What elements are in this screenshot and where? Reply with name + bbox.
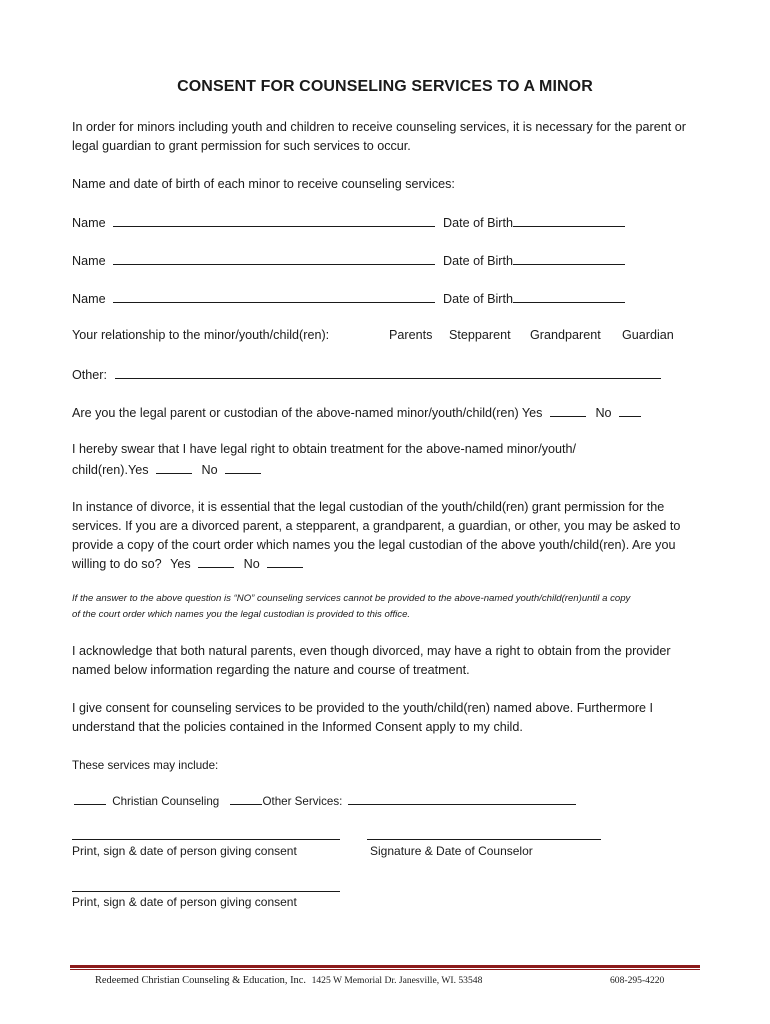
minor-row-3 [72, 290, 513, 306]
swear-yes-field[interactable] [156, 461, 192, 474]
intro-paragraph: In order for minors including youth and children to receive counseling services, it is necessary for the parent or legal guardian to grant permission for such services to occur. [72, 120, 686, 153]
dob-label: Date of Birth [443, 216, 513, 230]
acknowledge-paragraph: I acknowledge that both natural parents, even though divorced, may have a right to obtain from the provider named below information regarding the nature and course of treatment. [72, 644, 671, 677]
swear-line-2 [72, 461, 261, 477]
dob-label: Date of Birth [443, 292, 513, 306]
legal-parent-text: Are you the legal parent or custodian of the above-named minor/youth/child(ren) Yes [72, 406, 543, 420]
dob-field-3[interactable] [513, 290, 625, 303]
yes-label: Yes [170, 557, 191, 571]
counselor-signature-caption: Signature & Date of Counselor [370, 844, 533, 858]
other-row [72, 366, 661, 382]
relationship-option-stepparent[interactable]: Stepparent [449, 328, 511, 342]
legal-parent-no-field[interactable] [619, 404, 641, 417]
names-prompt: Name and date of birth of each minor to receive counseling services: [72, 177, 455, 191]
counselor-signature-line[interactable] [367, 839, 601, 840]
name-label: Name [72, 292, 106, 306]
form-title: CONSENT FOR COUNSELING SERVICES TO A MINOR [177, 78, 593, 95]
services-row [74, 792, 576, 808]
no-label: No [243, 557, 260, 571]
footer-address: 1425 W Memorial Dr. Janesville, WI. 53548 [311, 975, 483, 986]
relationship-option-grandparent[interactable]: Grandparent [530, 328, 601, 342]
other-field[interactable] [115, 366, 661, 379]
footer-org-name: Redeemed Christian Counseling & Education, Inc. [95, 975, 306, 986]
relationship-option-guardian[interactable]: Guardian [622, 328, 674, 342]
other-service-check-field[interactable] [230, 792, 262, 805]
willing-no-field[interactable] [267, 555, 303, 568]
parent-signature-caption-2: Print, sign & date of person giving consent [72, 895, 297, 909]
parent-signature-caption-1: Print, sign & date of person giving consent [72, 844, 297, 858]
other-services-label: Other Services: [262, 795, 343, 808]
legal-parent-question [72, 404, 641, 420]
relationship-option-parents[interactable]: Parents [389, 328, 433, 342]
name-field-3[interactable] [113, 290, 435, 303]
footer-phone: 608-295-4220 [610, 975, 665, 986]
services-intro: These services may include: [72, 759, 219, 772]
christian-counseling-label: Christian Counseling [112, 795, 220, 808]
christian-counseling-field[interactable] [74, 792, 106, 805]
minor-row-1 [72, 214, 513, 230]
relationship-prompt: Your relationship to the minor/youth/child(ren): [72, 328, 330, 342]
court-order-note: If the answer to the above question is “NO” counseling services cannot be provided to the above-named youth/child(ren)until a copy of the court order which names you the legal custodian is provided to this office. [72, 593, 631, 620]
swear-line-1: I hereby swear that I have legal right to obtain treatment for the above-named minor/youth/ [72, 442, 577, 456]
other-label: Other: [72, 368, 107, 382]
willing-yes-field[interactable] [198, 555, 234, 568]
legal-parent-yes-field[interactable] [550, 404, 586, 417]
minor-row-2 [72, 252, 513, 268]
services-field[interactable] [348, 792, 576, 805]
swear-no-field[interactable] [225, 461, 261, 474]
parent-signature-line-1[interactable] [72, 839, 340, 840]
name-label: Name [72, 254, 106, 268]
divorce-text: In instance of divorce, it is essential that the legal custodian of the youth/child(ren) grant permission for the services. If you are a divorced parent, a stepparent, a grandparent, a guardian, or other, you may be asked to provide a copy of the court order which names you the legal custodian of the above youth/child(ren). Are you willing to do so? [72, 500, 681, 571]
dob-field-2[interactable] [513, 252, 625, 265]
swear-yes-label: child(ren).Yes [72, 463, 149, 477]
name-field-1[interactable] [113, 214, 435, 227]
dob-label: Date of Birth [443, 254, 513, 268]
name-label: Name [72, 216, 106, 230]
consent-paragraph: I give consent for counseling services to be provided to the youth/child(ren) named above. Furthermore I understand that the policies contained in the Informed Consent apply to my child. [72, 701, 654, 734]
parent-signature-line-2[interactable] [72, 891, 340, 892]
dob-field-1[interactable] [513, 214, 625, 227]
name-field-2[interactable] [113, 252, 435, 265]
footer-rule-thin [70, 969, 700, 970]
footer-rule-thick [70, 965, 700, 968]
footer-organization [95, 975, 482, 986]
divorce-paragraph [72, 498, 697, 574]
no-label: No [201, 463, 218, 477]
no-label: No [595, 406, 612, 420]
